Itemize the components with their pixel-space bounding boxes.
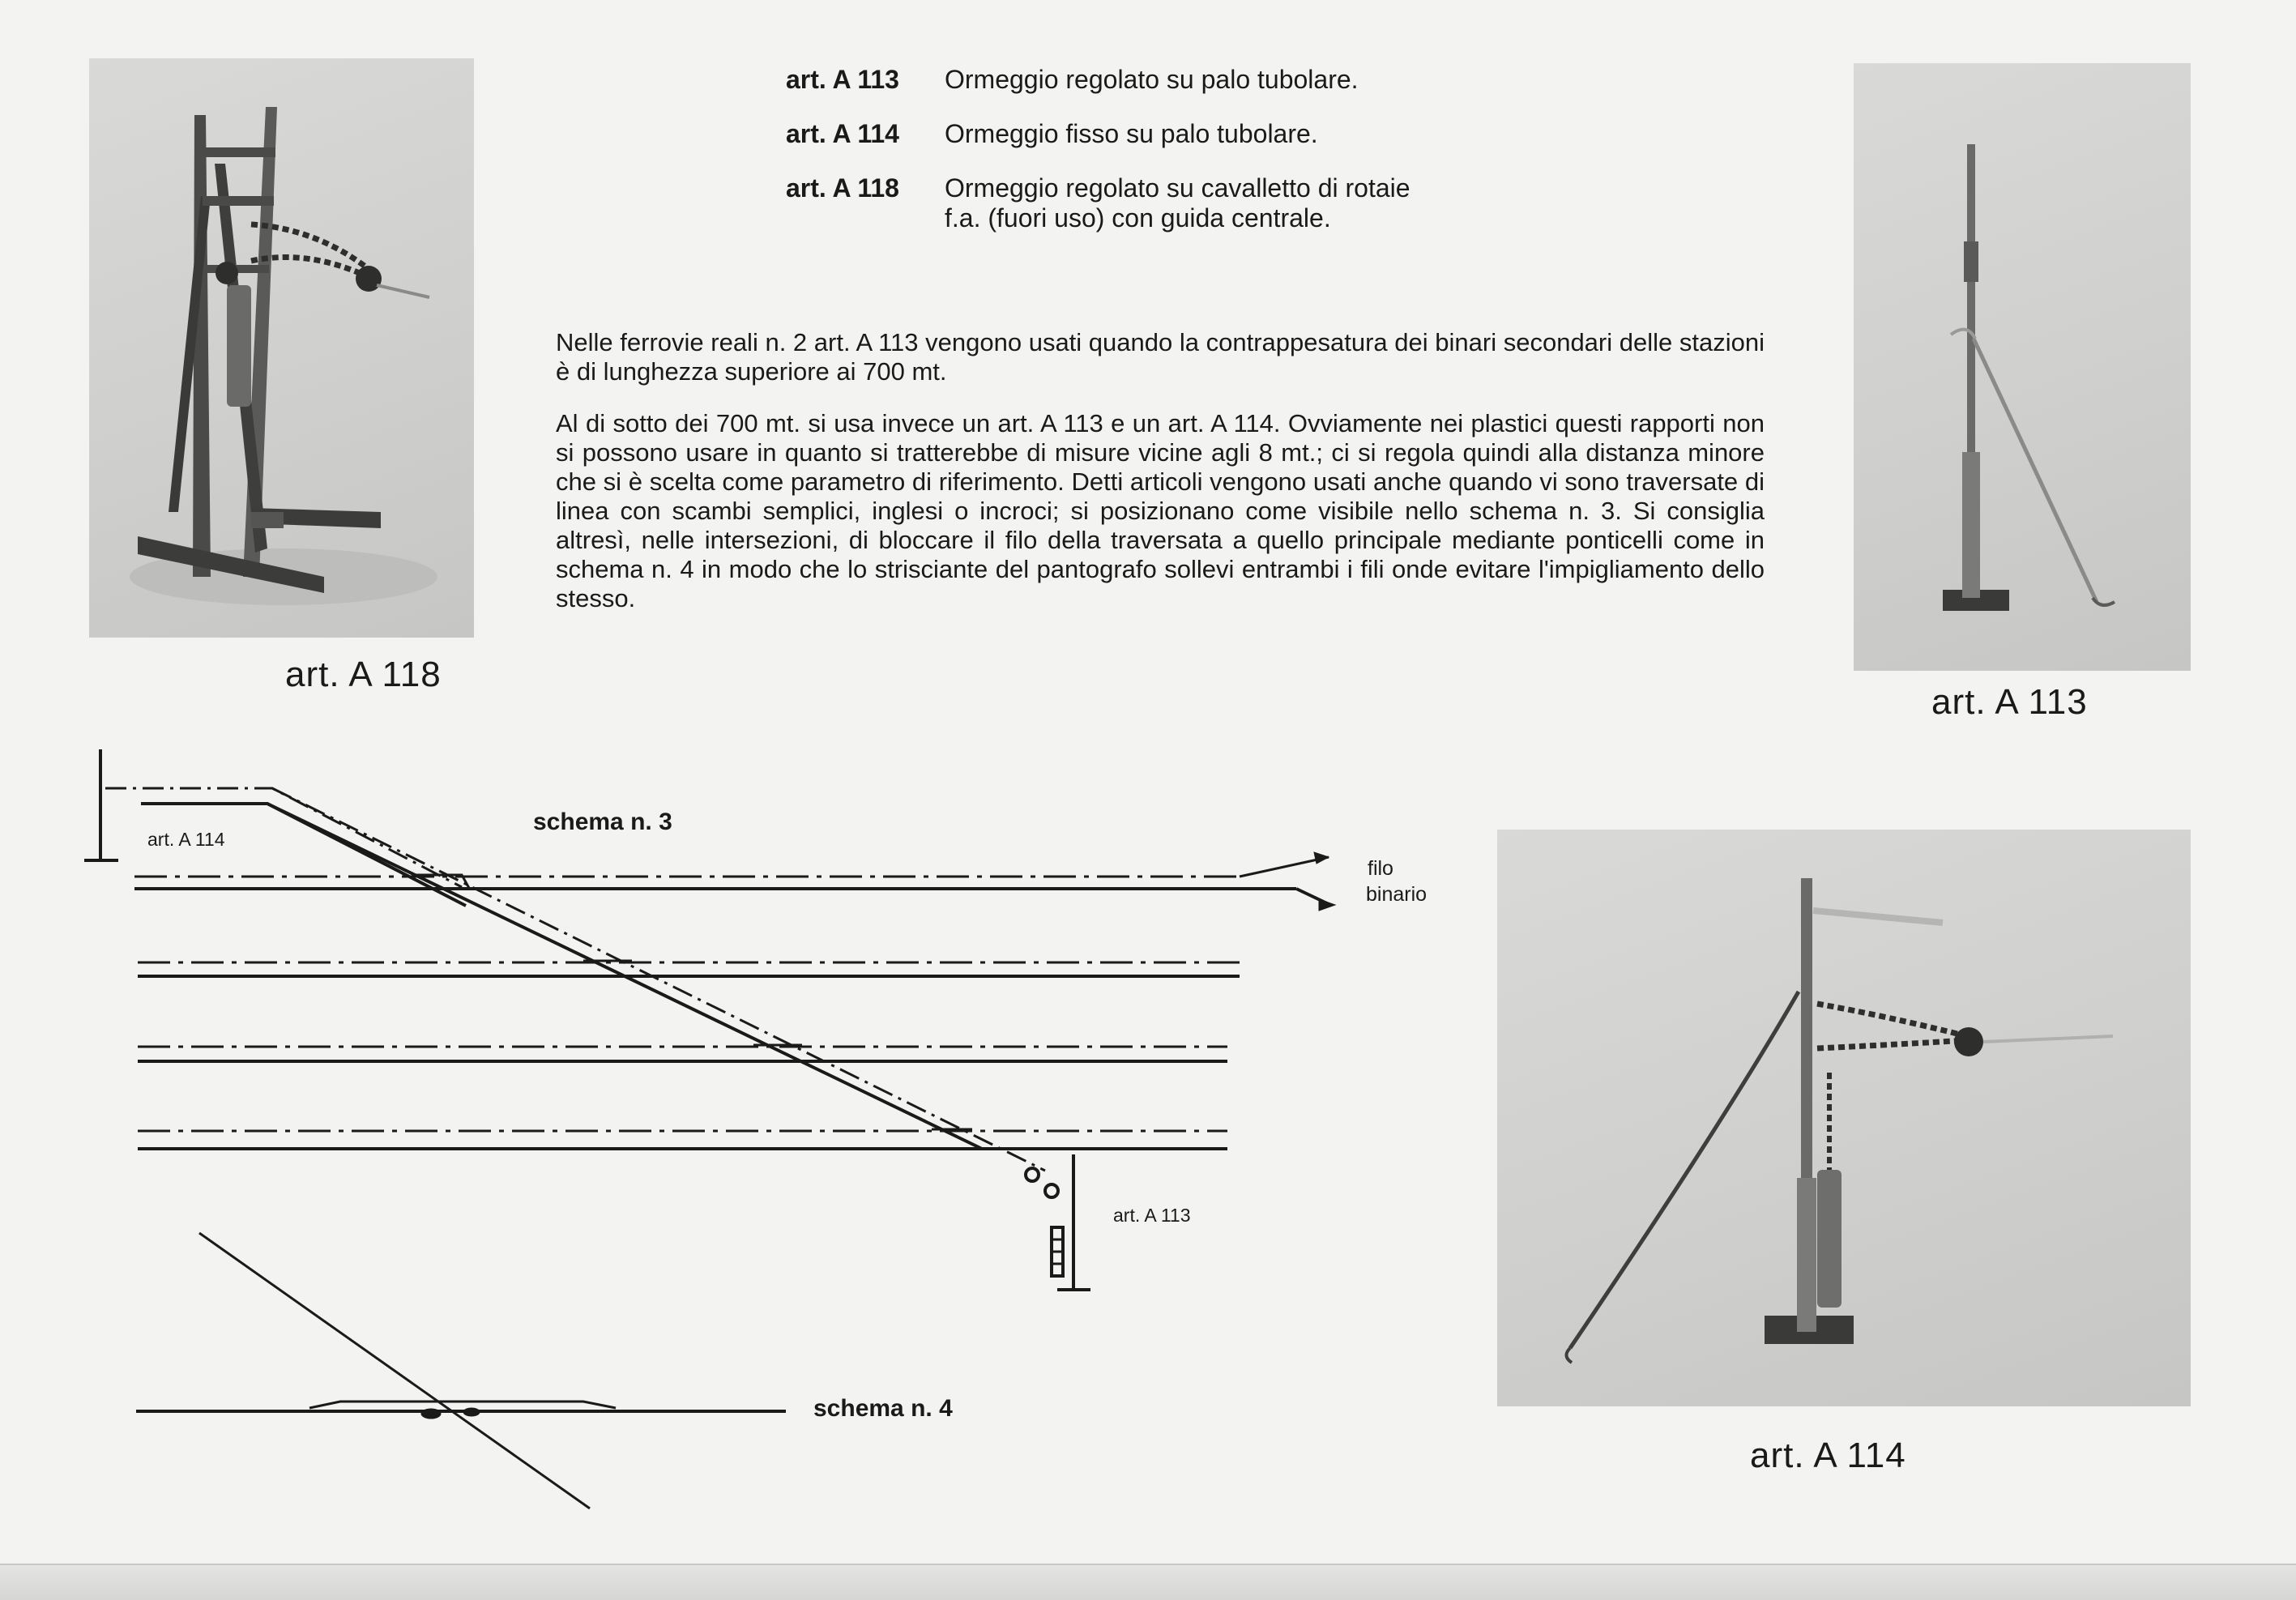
diagram-label-a114: art. A 114 xyxy=(147,829,225,850)
article-description: Ormeggio regolato su cavalletto di rotaie f.a. (fuori uso) con guida centrale. xyxy=(945,173,1410,233)
tubular-pole-image xyxy=(1854,63,2191,671)
schema-4-lines xyxy=(136,1233,786,1508)
article-row-a114 xyxy=(786,119,1596,149)
diagram-label-binario: binario xyxy=(1366,883,1428,906)
trestle-mooring-image xyxy=(89,58,474,638)
article-description: Ormeggio regolato su palo tubolare. xyxy=(945,65,1359,94)
page-bottom-edge xyxy=(0,1564,2296,1600)
article-code: art. A 114 xyxy=(786,119,899,148)
photo-art-a113 xyxy=(1854,63,2191,671)
article-list xyxy=(786,65,1596,258)
article-code: art. A 118 xyxy=(786,173,899,203)
fixed-pole-image xyxy=(1497,830,2191,1406)
schema-3-title: schema n. 3 xyxy=(533,809,672,835)
caption-art-a118: art. A 118 xyxy=(285,655,442,694)
article-description: Ormeggio fisso su palo tubolare. xyxy=(945,119,1318,148)
caption-art-a113: art. A 113 xyxy=(1931,682,2088,722)
caption-art-a114: art. A 114 xyxy=(1750,1436,1906,1475)
diagram-label-filo: filo xyxy=(1368,857,1393,880)
article-row-a113 xyxy=(786,65,1596,95)
photo-art-a118 xyxy=(89,58,474,638)
article-row-a118 xyxy=(786,173,1596,233)
paragraph-detail: Al di sotto dei 700 mt. si usa invece un art. A 113 e un art. A 114. Ovviamente nei plastici questi rapporti non si possono usare in quanto si tratterebbe di misure vicine agli 8 mt.; ci si regola quindi alla distanza minore che si è scelta come parametro di riferimento. Detti articoli vengono usati anche quando vi sono traversate di linea con scambi semplici, inglesi o incroci; si posizionano come visibile nello schema n. 3. Si consiglia altresì, nelle intersezioni, di bloccare il filo della traversata a quello principale mediante ponticelli come in schema n. 4 in modo che lo strisciante del pantografo sollevi entrambi i fili onde evitare l'impigliamento dello stesso. xyxy=(556,409,1765,612)
diagram-label-a113: art. A 113 xyxy=(1113,1205,1191,1226)
article-code: art. A 113 xyxy=(786,65,899,94)
schema-diagrams xyxy=(0,729,1523,1539)
paragraph-intro: Nelle ferrovie reali n. 2 art. A 113 vengono usati quando la contrappesatura dei binari secondari delle stazioni è di lunghezza superiore ai 700 mt. xyxy=(556,328,1765,386)
photo-art-a114 xyxy=(1497,830,2191,1406)
schema-4-title: schema n. 4 xyxy=(813,1395,953,1422)
